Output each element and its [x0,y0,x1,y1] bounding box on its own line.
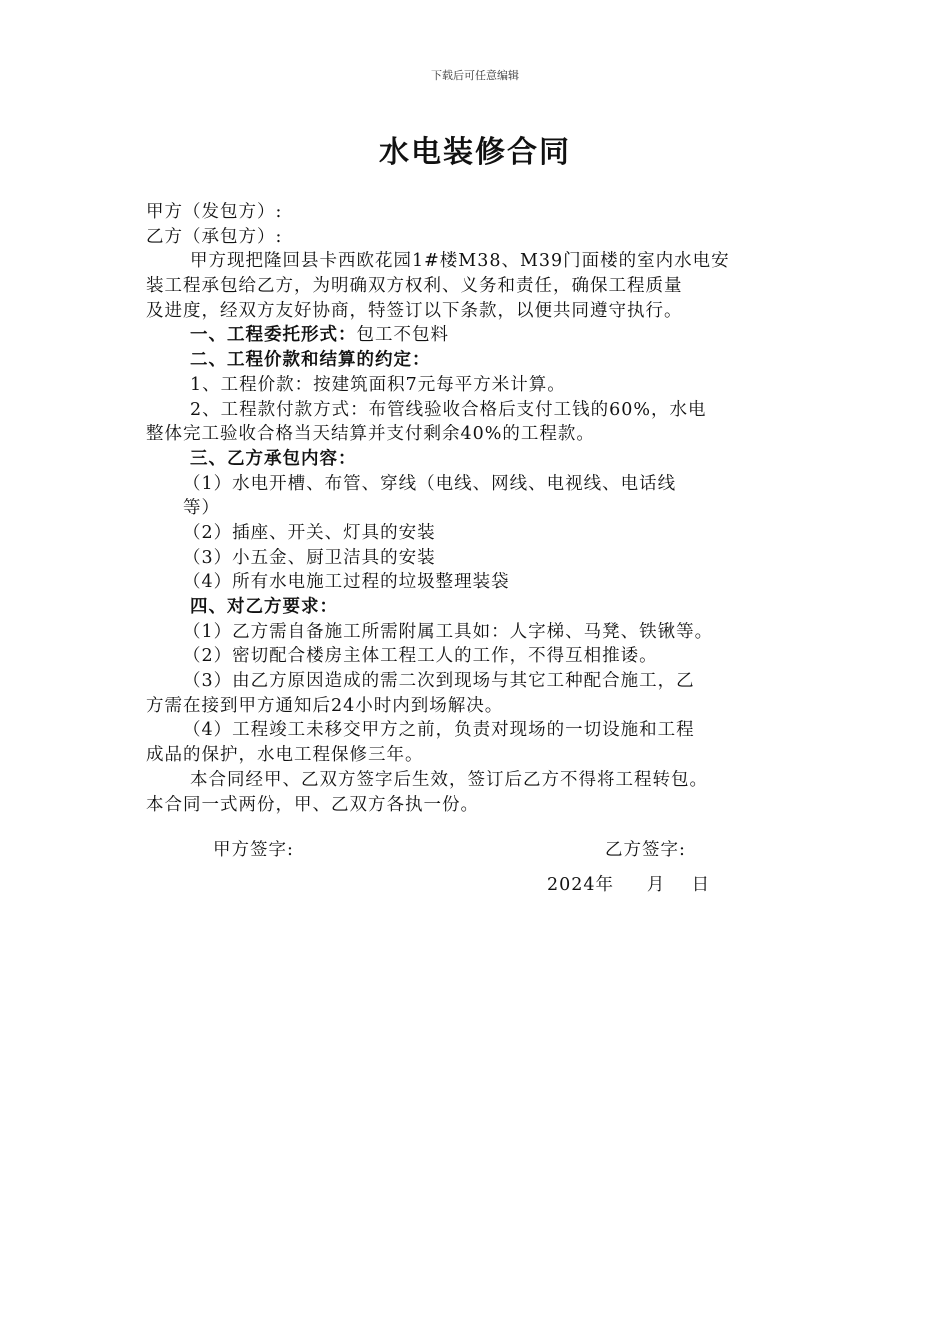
intro-line-2: 装工程承包给乙方，为明确双方权利、义务和责任，确保工程质量 [146,276,683,297]
section-3-item-1-line-2: 等） [183,498,220,519]
section-3-item-1-line-1: （1）水电开槽、布管、穿线（电线、网线、电视线、电话线 [183,473,677,494]
header-note: 下载后可任意编辑 [431,69,519,82]
section-4-item-3-line-2: 方需在接到甲方通知后24小时内到场解决。 [146,695,504,716]
closing-line-2: 本合同一式两份，甲、乙双方各执一份。 [146,794,479,815]
section-2-item-2-line-1: 2、工程款付款方式：布管线验收合格后支付工钱的60%，水电 [190,399,707,420]
section-1-text: 包工不包料 [356,325,449,346]
section-2-heading: 二、工程价款和结算的约定： [190,350,431,371]
party-a-label: 甲方（发包方）: [146,202,283,222]
section-2-item-1: 1、工程价款：按建筑面积7元每平方米计算。 [190,374,566,395]
intro-line-1: 甲方现把隆回县卡西欧花园1#楼M38、M39门面楼的室内水电安 [190,251,730,272]
section-4-heading: 四、对乙方要求： [190,597,338,617]
party-b-label: 乙方（承包方）: [146,226,283,247]
party-b-signature-label: 乙方签字: [605,840,686,860]
section-3-item-3: （3）小五金、厨卫洁具的安装 [183,547,436,568]
intro-line-3: 及进度，经双方友好协商，特签订以下条款，以便共同遵守执行。 [146,300,683,321]
contract-body [146,200,810,817]
section-1-heading: 一、工程委托形式： [190,325,357,346]
section-1 [146,323,810,348]
section-4-item-2: （2）密切配合楼房主体工程工人的工作，不得互相推诿。 [183,646,658,667]
closing-line-1: 本合同经甲、乙双方签字后生效，签订后乙方不得将工程转包。 [190,769,708,790]
section-4-item-4-line-1: （4）工程竣工未移交甲方之前，负责对现场的一切设施和工程 [183,720,695,741]
section-3-item-2: （2）插座、开关、灯具的安装 [183,522,436,543]
section-3-heading: 三、乙方承包内容： [190,448,357,469]
document-title: 水电装修合同 [379,135,571,170]
section-4-item-4-line-2: 成品的保护，水电工程保修三年。 [146,745,424,766]
signing-date: 2024年 月 日 [547,875,711,895]
signature-row [0,836,950,862]
section-2-item-2-line-2: 整体完工验收合格当天结算并支付剩余40%的工程款。 [146,424,595,445]
section-4-item-1: （1）乙方需自备施工所需附属工具如：人字梯、马凳、铁锹等。 [183,621,714,642]
party-a-signature-label: 甲方签字: [213,840,294,860]
section-4-item-3-line-1: （3）由乙方原因造成的需二次到现场与其它工种配合施工，乙 [183,671,695,692]
section-3-item-4: （4）所有水电施工过程的垃圾整理装袋 [183,572,510,593]
